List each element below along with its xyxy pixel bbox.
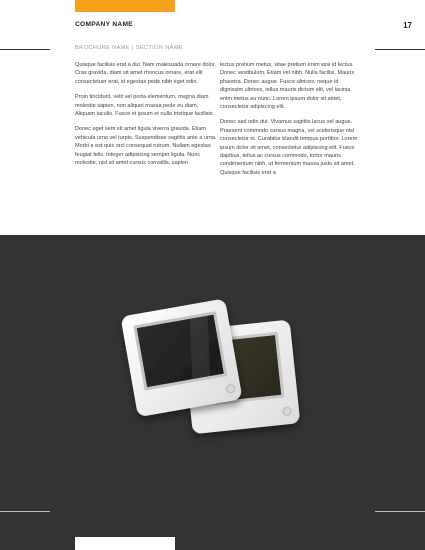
- slide-front: [120, 298, 242, 417]
- divider-right-top: [375, 49, 425, 50]
- image-panel: [0, 235, 425, 550]
- paragraph: Proin tincidunt, velit vel porta elementum, magna diam molestie sapien, non aliquet massa pede eu diam. Aliquam iaculis. Fusce et ipsum et nulla tristique facilisis.: [75, 94, 215, 118]
- photo-slides-icon: [0, 235, 425, 550]
- paragraph: Donec sed odio dui. Vivamus sagittis lacus vel augue. Praesent commodo cursus magna, vel scelerisque nisl consectetur et. Curabitur blandit tempus porttitor. Lorem ipsum dolor sit amet, consectetur adipiscing elit. Fusce dapibus, tellus ac cursus commodo, tortor mauris condimentum nibh, ut fermentum massa justo sit amet. Quisque facilisis erat a: [220, 119, 358, 176]
- text-column-left: [75, 61, 217, 174]
- section-label: BROCHURE NAME | SECTION NAME: [75, 45, 184, 51]
- page-number: 17: [403, 21, 412, 30]
- bottom-tab: [75, 537, 175, 550]
- divider-left-bottom: [0, 511, 50, 512]
- accent-bar: [75, 0, 175, 12]
- divider-left-top: [0, 49, 50, 50]
- paragraph: lectus pretium metus, vitae pretium enim wisi id lectus. Donec vestibulum. Etiam vel nibh. Nulla facilisi. Mauris pharetra. Donec augue. Fusce ultrices, neque id dignissim ultrices, tellus mauris dictum elit, vel lacinia enim metus eu nunc. Lorem ipsum dolor sit amet, consectetur adipiscing elit.: [220, 62, 355, 111]
- text-column-right: [220, 61, 362, 184]
- company-name: COMPANY NAME: [75, 21, 133, 28]
- paragraph: Quisque facilisis erat a dui. Nam malesuada ornare dolor. Cras gravida, diam sit amet rhoncus ornare, erat elit consectetuer erat, id egestas pede nibh eget odio.: [75, 62, 216, 85]
- divider-right-bottom: [375, 511, 425, 512]
- paragraph: Donec eget sem sit amet ligula viverra gravida. Etiam vehicula urna vel turpis. Suspendisse sagittis ante a urna. Morbi a est quis orci consequat rutrum. Nullam egestas feugiat felis. Integer adipiscing semper ligula. Nunc molestie, nisl sit amet cursus convallis, sapien: [75, 126, 217, 167]
